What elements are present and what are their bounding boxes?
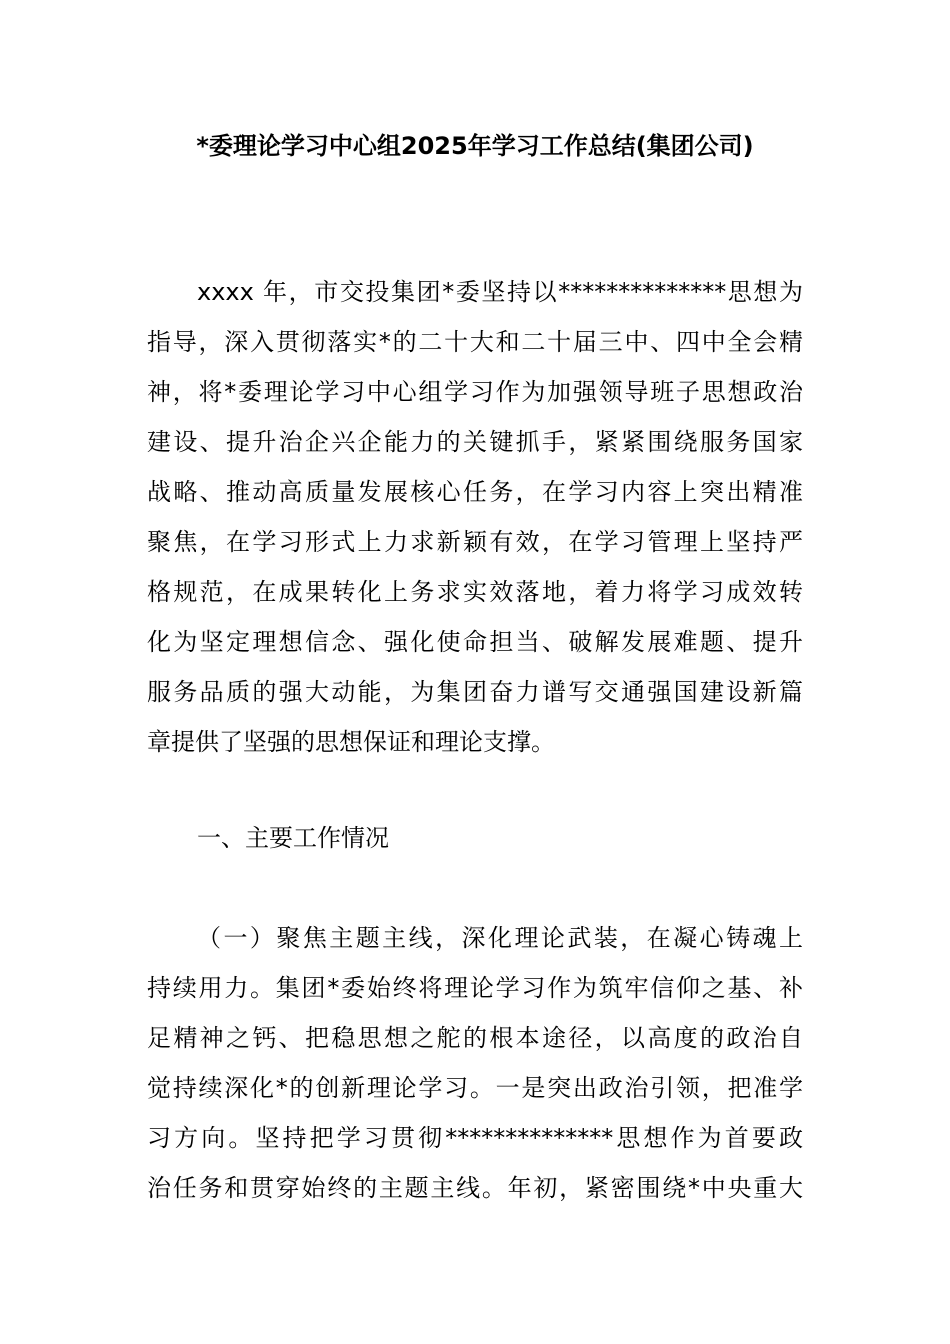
paragraph-line: 化为坚定理想信念、强化使命担当、破解发展难题、提升 (147, 628, 803, 656)
paragraph-line: （一）聚焦主题主线，深化理论武装，在凝心铸魂上 (197, 924, 803, 952)
paragraph-line: 战略、推动高质量发展核心任务，在学习内容上突出精准 (147, 478, 803, 506)
paragraph-line: 习方向。坚持把学习贯彻**************思想作为首要政 (147, 1124, 803, 1152)
paragraph-line: 神，将*委理论学习中心组学习作为加强领导班子思想政治 (147, 378, 803, 406)
paragraph-line: 持续用力。集团*委始终将理论学习作为筑牢信仰之基、补 (147, 974, 803, 1002)
paragraph-line: 格规范，在成果转化上务求实效落地，着力将学习成效转 (147, 578, 803, 606)
paragraph-line: 指导，深入贯彻落实*的二十大和二十届三中、四中全会精 (147, 328, 803, 356)
paragraph-line: xxxx 年，市交投集团*委坚持以**************思想为 (197, 278, 803, 306)
paragraph-line: 聚焦，在学习形式上力求新颖有效，在学习管理上坚持严 (147, 528, 803, 556)
section-heading: 一、主要工作情况 (197, 824, 389, 852)
paragraph-line: 觉持续深化*的创新理论学习。一是突出政治引领，把准学 (147, 1074, 803, 1102)
paragraph-line: 治任务和贯穿始终的主题主线。年初，紧密围绕*中央重大 (147, 1174, 803, 1202)
paragraph-line: 足精神之钙、把稳思想之舵的根本途径，以高度的政治自 (147, 1024, 803, 1052)
paragraph-line: 服务品质的强大动能，为集团奋力谱写交通强国建设新篇 (147, 678, 803, 706)
paragraph-line: 章提供了坚强的思想保证和理论支撑。 (147, 728, 555, 756)
paragraph-line: 建设、提升治企兴企能力的关键抓手，紧紧围绕服务国家 (147, 428, 803, 456)
document-title: *委理论学习中心组2025年学习工作总结(集团公司) (196, 132, 754, 160)
